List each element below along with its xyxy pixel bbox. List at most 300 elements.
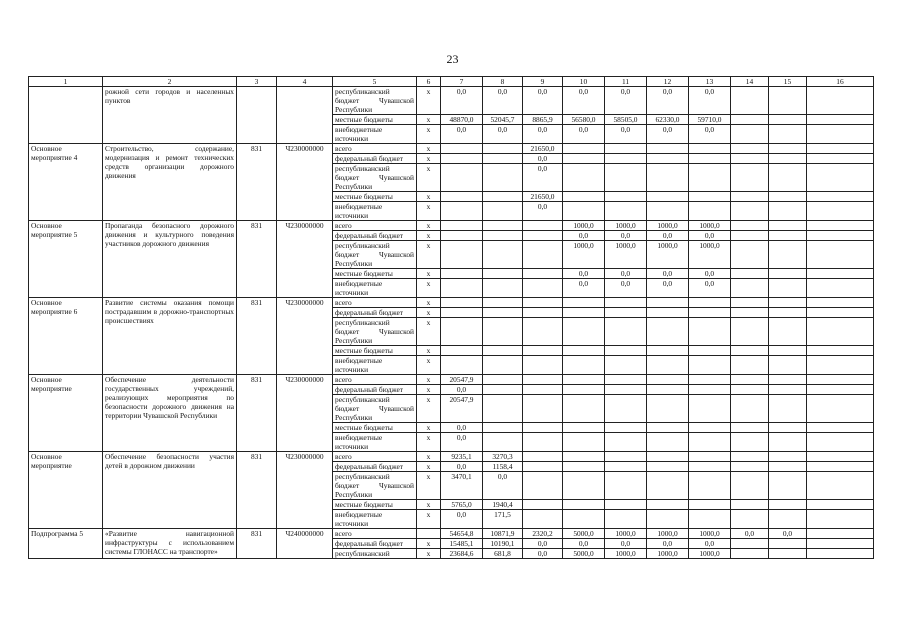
amount-cell: 0,0 xyxy=(605,231,647,241)
amount-cell xyxy=(731,472,769,500)
amount-cell xyxy=(441,144,483,154)
amount-cell xyxy=(523,375,563,385)
amount-cell xyxy=(689,500,731,510)
column-number: 12 xyxy=(647,77,689,87)
amount-cell xyxy=(731,510,769,529)
amount-cell: 0,0 xyxy=(563,269,605,279)
amount-cell: 0,0 xyxy=(647,87,689,115)
amount-cell xyxy=(523,395,563,423)
amount-cell xyxy=(647,164,689,192)
amount-cell xyxy=(769,115,807,125)
amount-cell: 0,0 xyxy=(731,529,769,539)
amount-cell: 1000,0 xyxy=(689,529,731,539)
amount-cell xyxy=(731,433,769,452)
placeholder-x-cell: х xyxy=(417,549,441,559)
amount-cell: 0,0 xyxy=(563,279,605,298)
amount-cell: 0,0 xyxy=(523,125,563,144)
grbs-cell xyxy=(237,87,277,144)
funding-source-cell: всего xyxy=(333,452,417,462)
amount-cell xyxy=(647,500,689,510)
amount-cell xyxy=(807,87,874,115)
placeholder-x-cell: х xyxy=(417,192,441,202)
placeholder-x-cell: х xyxy=(417,269,441,279)
amount-cell: 1000,0 xyxy=(605,241,647,269)
amount-cell: 54654,8 xyxy=(441,529,483,539)
amount-cell xyxy=(769,308,807,318)
placeholder-x-cell: х xyxy=(417,462,441,472)
amount-cell: 0,0 xyxy=(769,529,807,539)
funding-source-cell: всего xyxy=(333,144,417,154)
table-body xyxy=(29,87,874,559)
amount-cell xyxy=(647,433,689,452)
amount-cell xyxy=(731,202,769,221)
amount-cell xyxy=(731,346,769,356)
target-code-cell xyxy=(277,87,333,144)
amount-cell xyxy=(441,154,483,164)
amount-cell xyxy=(647,202,689,221)
amount-cell xyxy=(807,115,874,125)
target-code-cell: Ч230000000 xyxy=(277,221,333,298)
amount-cell: 0,0 xyxy=(689,279,731,298)
funding-source-cell: местные бюджеты xyxy=(333,423,417,433)
amount-cell xyxy=(807,144,874,154)
placeholder-x-cell: х xyxy=(417,202,441,221)
amount-cell xyxy=(731,154,769,164)
amount-cell xyxy=(523,221,563,231)
placeholder-x-cell: х xyxy=(417,375,441,385)
amount-cell xyxy=(523,241,563,269)
placeholder-x-cell: х xyxy=(417,356,441,375)
placeholder-x-cell: х xyxy=(417,500,441,510)
amount-cell xyxy=(483,241,523,269)
amount-cell xyxy=(689,510,731,529)
amount-cell xyxy=(605,308,647,318)
program-name-cell: Основное мероприятие 5 xyxy=(29,221,103,298)
amount-cell xyxy=(807,356,874,375)
amount-cell: 20547,9 xyxy=(441,395,483,423)
amount-cell xyxy=(807,472,874,500)
funding-source-cell: республиканский бюджет Чувашской Республики xyxy=(333,241,417,269)
amount-cell: 3270,3 xyxy=(483,452,523,462)
funding-source-cell: внебюджетные источники xyxy=(333,279,417,298)
amount-cell xyxy=(769,346,807,356)
target-code-cell: Ч240000000 xyxy=(277,529,333,559)
amount-cell xyxy=(605,154,647,164)
amount-cell xyxy=(563,202,605,221)
amount-cell xyxy=(563,154,605,164)
funding-source-cell: внебюджетные источники xyxy=(333,433,417,452)
amount-cell xyxy=(483,308,523,318)
amount-cell xyxy=(441,308,483,318)
amount-cell xyxy=(731,500,769,510)
amount-cell xyxy=(731,385,769,395)
amount-cell: 1000,0 xyxy=(689,241,731,269)
amount-cell xyxy=(441,356,483,375)
amount-cell xyxy=(807,549,874,559)
target-code-cell: Ч230000000 xyxy=(277,452,333,529)
amount-cell xyxy=(441,164,483,192)
amount-cell: 1940,4 xyxy=(483,500,523,510)
amount-cell xyxy=(731,241,769,269)
column-number: 7 xyxy=(441,77,483,87)
amount-cell xyxy=(605,318,647,346)
amount-cell: 0,0 xyxy=(483,472,523,500)
amount-cell xyxy=(483,269,523,279)
amount-cell xyxy=(483,375,523,385)
amount-cell xyxy=(647,298,689,308)
amount-cell xyxy=(605,356,647,375)
column-number: 16 xyxy=(807,77,874,87)
placeholder-x-cell: х xyxy=(417,125,441,144)
amount-cell xyxy=(731,87,769,115)
placeholder-x-cell: х xyxy=(417,241,441,269)
amount-cell xyxy=(769,472,807,500)
program-name-cell: Основное мероприятие xyxy=(29,452,103,529)
amount-cell: 1000,0 xyxy=(605,221,647,231)
amount-cell: 3470,1 xyxy=(441,472,483,500)
amount-cell xyxy=(523,318,563,346)
amount-cell xyxy=(483,356,523,375)
funding-source-cell: республиканский xyxy=(333,549,417,559)
amount-cell xyxy=(605,346,647,356)
amount-cell xyxy=(563,346,605,356)
column-number: 11 xyxy=(605,77,647,87)
placeholder-x-cell: х xyxy=(417,510,441,529)
amount-cell: 1158,4 xyxy=(483,462,523,472)
amount-cell xyxy=(689,452,731,462)
description-cell: Развитие системы оказания помощи пострадавшим в дорожно-транспортных происшествиях xyxy=(103,298,237,375)
amount-cell xyxy=(441,202,483,221)
amount-cell xyxy=(647,510,689,529)
amount-cell xyxy=(807,529,874,539)
amount-cell xyxy=(647,472,689,500)
target-code-cell: Ч230000000 xyxy=(277,144,333,221)
amount-cell xyxy=(647,192,689,202)
amount-cell xyxy=(523,231,563,241)
amount-cell: 0,0 xyxy=(483,87,523,115)
amount-cell: 0,0 xyxy=(647,279,689,298)
amount-cell xyxy=(769,510,807,529)
funding-source-cell: федеральный бюджет xyxy=(333,154,417,164)
amount-cell: 8865,9 xyxy=(523,115,563,125)
amount-cell: 0,0 xyxy=(523,539,563,549)
amount-cell xyxy=(647,318,689,346)
amount-cell xyxy=(483,154,523,164)
amount-cell xyxy=(563,472,605,500)
amount-cell xyxy=(647,385,689,395)
funding-source-cell: республиканский бюджет Чувашской Республики xyxy=(333,472,417,500)
amount-cell xyxy=(523,462,563,472)
amount-cell xyxy=(807,375,874,385)
amount-cell xyxy=(731,549,769,559)
amount-cell xyxy=(807,202,874,221)
amount-cell xyxy=(731,115,769,125)
amount-cell xyxy=(605,510,647,529)
amount-cell xyxy=(483,221,523,231)
amount-cell xyxy=(441,192,483,202)
program-name-cell: Основное мероприятие 6 xyxy=(29,298,103,375)
amount-cell xyxy=(523,298,563,308)
funding-source-cell: всего xyxy=(333,298,417,308)
amount-cell: 1000,0 xyxy=(563,221,605,231)
funding-source-cell: республиканский бюджет Чувашской Республики xyxy=(333,395,417,423)
amount-cell xyxy=(441,231,483,241)
amount-cell xyxy=(689,346,731,356)
funding-source-cell: внебюджетные источники xyxy=(333,125,417,144)
amount-cell: 171,5 xyxy=(483,510,523,529)
amount-cell: 1000,0 xyxy=(647,549,689,559)
amount-cell: 20547,9 xyxy=(441,375,483,385)
amount-cell xyxy=(807,462,874,472)
amount-cell: 0,0 xyxy=(605,279,647,298)
amount-cell xyxy=(807,308,874,318)
amount-cell xyxy=(605,375,647,385)
amount-cell: 0,0 xyxy=(441,385,483,395)
amount-cell xyxy=(807,298,874,308)
amount-cell: 1000,0 xyxy=(647,221,689,231)
table-row xyxy=(29,221,874,231)
amount-cell xyxy=(807,279,874,298)
budget-table xyxy=(28,76,874,559)
amount-cell xyxy=(523,500,563,510)
program-name-cell: Основное мероприятие xyxy=(29,375,103,452)
amount-cell xyxy=(769,462,807,472)
amount-cell xyxy=(731,423,769,433)
amount-cell xyxy=(523,423,563,433)
funding-source-cell: федеральный бюджет xyxy=(333,231,417,241)
description-cell: Пропаганда безопасного дорожного движения и культурного поведения участников дорожного движения xyxy=(103,221,237,298)
amount-cell xyxy=(563,318,605,346)
amount-cell xyxy=(689,308,731,318)
description-cell: Обеспечение деятельности государственных учреждений, реализующих мероприятия по безопасности дорожного движения на территории Чувашской Республики xyxy=(103,375,237,452)
amount-cell xyxy=(769,231,807,241)
funding-source-cell: внебюджетные источники xyxy=(333,356,417,375)
funding-source-cell: всего xyxy=(333,221,417,231)
amount-cell xyxy=(731,279,769,298)
amount-cell: 0,0 xyxy=(441,433,483,452)
amount-cell xyxy=(605,433,647,452)
amount-cell xyxy=(731,192,769,202)
amount-cell xyxy=(605,500,647,510)
amount-cell: 15485,1 xyxy=(441,539,483,549)
amount-cell xyxy=(769,279,807,298)
amount-cell: 10190,1 xyxy=(483,539,523,549)
amount-cell xyxy=(483,395,523,423)
placeholder-x-cell: х xyxy=(417,385,441,395)
amount-cell xyxy=(563,385,605,395)
column-number: 14 xyxy=(731,77,769,87)
amount-cell: 0,0 xyxy=(563,87,605,115)
amount-cell xyxy=(689,462,731,472)
amount-cell xyxy=(807,395,874,423)
amount-cell: 0,0 xyxy=(441,87,483,115)
amount-cell xyxy=(769,375,807,385)
amount-cell xyxy=(731,395,769,423)
amount-cell xyxy=(523,356,563,375)
amount-cell xyxy=(689,202,731,221)
amount-cell xyxy=(523,510,563,529)
column-number: 1 xyxy=(29,77,103,87)
amount-cell xyxy=(807,539,874,549)
amount-cell xyxy=(563,375,605,385)
placeholder-x-cell xyxy=(417,529,441,539)
amount-cell xyxy=(647,462,689,472)
amount-cell xyxy=(483,231,523,241)
amount-cell xyxy=(605,472,647,500)
amount-cell xyxy=(689,433,731,452)
grbs-cell: 831 xyxy=(237,144,277,221)
amount-cell: 0,0 xyxy=(647,539,689,549)
funding-source-cell: федеральный бюджет xyxy=(333,462,417,472)
amount-cell xyxy=(731,269,769,279)
column-number: 6 xyxy=(417,77,441,87)
amount-cell xyxy=(807,221,874,231)
amount-cell xyxy=(769,164,807,192)
placeholder-x-cell: х xyxy=(417,154,441,164)
amount-cell xyxy=(807,423,874,433)
column-number: 3 xyxy=(237,77,277,87)
amount-cell xyxy=(441,318,483,346)
amount-cell xyxy=(807,452,874,462)
grbs-cell: 831 xyxy=(237,375,277,452)
column-number: 2 xyxy=(103,77,237,87)
amount-cell xyxy=(563,395,605,423)
placeholder-x-cell: х xyxy=(417,395,441,423)
amount-cell xyxy=(689,164,731,192)
amount-cell xyxy=(769,192,807,202)
amount-cell: 0,0 xyxy=(483,125,523,144)
amount-cell: 0,0 xyxy=(441,125,483,144)
amount-cell xyxy=(731,164,769,192)
placeholder-x-cell: х xyxy=(417,115,441,125)
amount-cell: 0,0 xyxy=(689,125,731,144)
amount-cell: 5000,0 xyxy=(563,549,605,559)
amount-cell xyxy=(563,144,605,154)
amount-cell xyxy=(647,144,689,154)
amount-cell xyxy=(769,87,807,115)
amount-cell xyxy=(769,125,807,144)
amount-cell xyxy=(731,125,769,144)
amount-cell xyxy=(689,385,731,395)
funding-source-cell: федеральный бюджет xyxy=(333,385,417,395)
amount-cell: 0,0 xyxy=(689,87,731,115)
amount-cell xyxy=(605,385,647,395)
funding-source-cell: республиканский бюджет Чувашской Республики xyxy=(333,87,417,115)
table-row xyxy=(29,529,874,539)
amount-cell xyxy=(769,144,807,154)
amount-cell xyxy=(523,472,563,500)
amount-cell: 0,0 xyxy=(689,231,731,241)
amount-cell xyxy=(483,192,523,202)
description-cell: Обеспечение безопасности участия детей в дорожном движении xyxy=(103,452,237,529)
placeholder-x-cell: х xyxy=(417,318,441,346)
amount-cell xyxy=(731,298,769,308)
amount-cell xyxy=(807,154,874,164)
amount-cell xyxy=(563,164,605,192)
amount-cell: 0,0 xyxy=(605,539,647,549)
amount-cell: 23684,6 xyxy=(441,549,483,559)
amount-cell: 0,0 xyxy=(605,87,647,115)
amount-cell xyxy=(523,452,563,462)
amount-cell: 0,0 xyxy=(523,202,563,221)
placeholder-x-cell: х xyxy=(417,472,441,500)
amount-cell xyxy=(769,298,807,308)
amount-cell xyxy=(769,395,807,423)
amount-cell xyxy=(441,241,483,269)
placeholder-x-cell: х xyxy=(417,87,441,115)
funding-source-cell: федеральный бюджет xyxy=(333,308,417,318)
amount-cell xyxy=(605,192,647,202)
description-cell: «Развитие навигационной инфраструктуры с использованием системы ГЛОНАСС на транспорте» xyxy=(103,529,237,559)
grbs-cell: 831 xyxy=(237,452,277,529)
amount-cell: 2320,2 xyxy=(523,529,563,539)
amount-cell xyxy=(689,356,731,375)
amount-cell xyxy=(769,539,807,549)
column-number: 5 xyxy=(333,77,417,87)
placeholder-x-cell: х xyxy=(417,433,441,452)
amount-cell: 0,0 xyxy=(523,549,563,559)
amount-cell: 0,0 xyxy=(563,125,605,144)
placeholder-x-cell: х xyxy=(417,221,441,231)
amount-cell xyxy=(769,549,807,559)
program-name-cell: Основное мероприятие 4 xyxy=(29,144,103,221)
placeholder-x-cell: х xyxy=(417,539,441,549)
amount-cell xyxy=(689,154,731,164)
amount-cell xyxy=(689,318,731,346)
amount-cell xyxy=(769,433,807,452)
column-number: 10 xyxy=(563,77,605,87)
amount-cell xyxy=(731,452,769,462)
placeholder-x-cell: х xyxy=(417,308,441,318)
amount-cell xyxy=(563,192,605,202)
amount-cell xyxy=(647,375,689,385)
amount-cell xyxy=(605,395,647,423)
amount-cell xyxy=(605,144,647,154)
amount-cell: 0,0 xyxy=(647,125,689,144)
amount-cell xyxy=(647,154,689,164)
funding-source-cell: местные бюджеты xyxy=(333,269,417,279)
amount-cell xyxy=(769,202,807,221)
amount-cell: 0,0 xyxy=(523,154,563,164)
amount-cell xyxy=(807,241,874,269)
amount-cell: 0,0 xyxy=(523,87,563,115)
placeholder-x-cell: х xyxy=(417,164,441,192)
amount-cell: 681,8 xyxy=(483,549,523,559)
amount-cell xyxy=(605,423,647,433)
amount-cell xyxy=(731,318,769,346)
amount-cell: 1000,0 xyxy=(689,221,731,231)
amount-cell: 1000,0 xyxy=(689,549,731,559)
column-number: 13 xyxy=(689,77,731,87)
amount-cell: 0,0 xyxy=(523,164,563,192)
amount-cell: 56580,0 xyxy=(563,115,605,125)
amount-cell: 59710,0 xyxy=(689,115,731,125)
funding-source-cell: местные бюджеты xyxy=(333,500,417,510)
amount-cell xyxy=(523,385,563,395)
amount-cell xyxy=(563,308,605,318)
amount-cell xyxy=(807,318,874,346)
table-row xyxy=(29,144,874,154)
amount-cell xyxy=(563,423,605,433)
table-row xyxy=(29,452,874,462)
program-name-cell: Подпрограмма 5 xyxy=(29,529,103,559)
description-cell: Строительство, содержание, модернизация и ремонт технических средств организации дорожного движения xyxy=(103,144,237,221)
amount-cell xyxy=(807,269,874,279)
amount-cell: 0,0 xyxy=(689,539,731,549)
amount-cell: 1000,0 xyxy=(647,241,689,269)
amount-cell xyxy=(647,346,689,356)
amount-cell xyxy=(483,144,523,154)
